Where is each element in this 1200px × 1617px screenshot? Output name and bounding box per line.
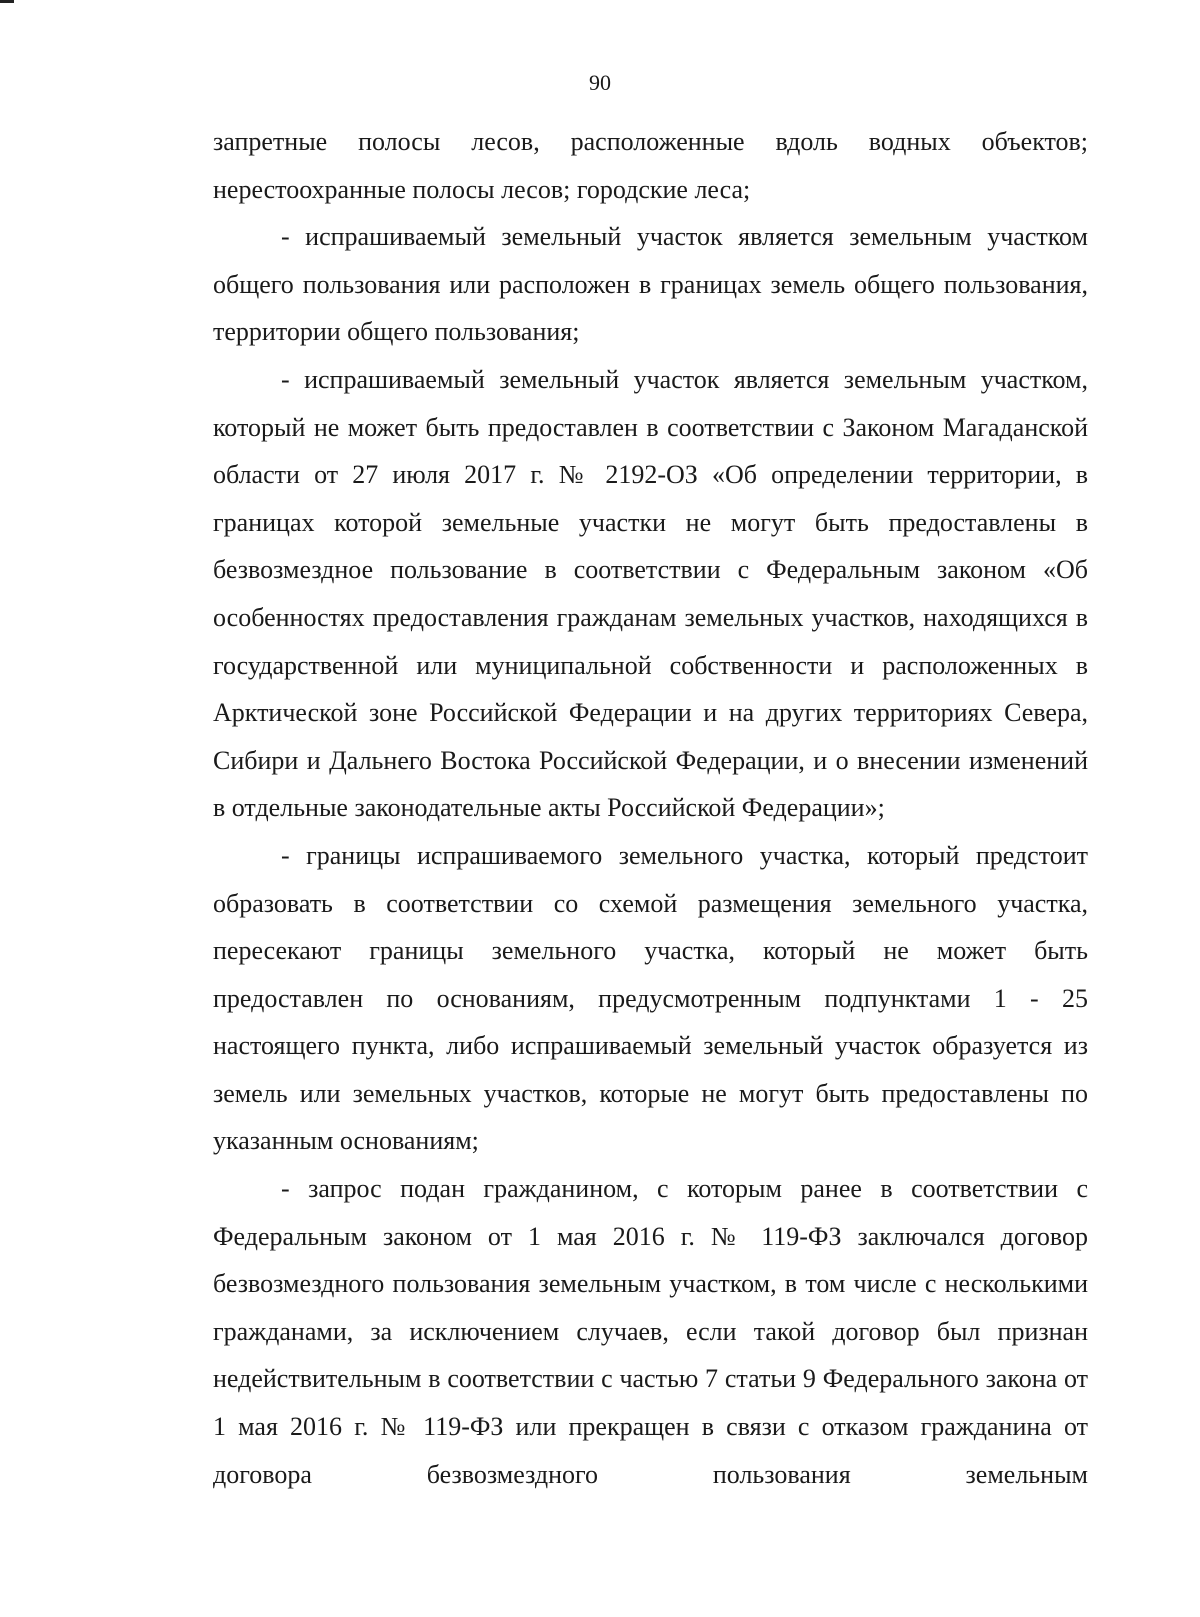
paragraph-2: - испрашиваемый земельный участок является земельным участком общего пользования или расположен в границах земель общего пользования, территории общего пользования; xyxy=(213,222,1088,347)
scan-corner-mark xyxy=(0,0,14,3)
paragraph-3: - испрашиваемый земельный участок является земельным участком, который не может быть предоставлен в соответствии с Законом Магаданской области от 27 июля 2017 г. № 2192-ОЗ «Об определении территории, в границах которой земельные участки не могут быть предоставлены в безвозмездное пользование в соответствии с Федеральным законом «Об особенностях предоставления гражданам земельных участков, находящихся в государственной или муниципальной собственности и расположенных в Арктической зоне Российской Федерации и на других территориях Севера, Сибири и Дальнего Востока Российской Федерации, и о внесении изменений в отдельные законодательные акты Российской Федерации»; xyxy=(213,364,1088,823)
page-number: 90 xyxy=(589,70,611,95)
document-body xyxy=(213,118,1088,1498)
paragraph-1: запретные полосы лесов, расположенные вдоль водных объектов; нерестоохранные полосы лесов; городские леса; xyxy=(213,127,1088,204)
paragraph-5: - запрос подан гражданином, с которым ранее в соответствии с Федеральным законом от 1 мая 2016 г. № 119-ФЗ заключался договор безвозмездного пользования земельным участком, в том числе с несколькими гражданами, за исключением случаев, если такой договор был признан недействительным в соответствии с частью 7 статьи 9 Федерального закона от 1 мая 2016 г. № 119-ФЗ или прекращен в связи с отказом гражданина от договора безвозмездного пользования земельным xyxy=(213,1174,1088,1489)
paragraph-4: - границы испрашиваемого земельного участка, который предстоит образовать в соответствии со схемой размещения земельного участка, пересекают границы земельного участка, который не может быть предоставлен по основаниям, предусмотренным подпунктами 1 - 25 настоящего пункта, либо испрашиваемый земельный участок образуется из земель или земельных участков, которые не могут быть предоставлены по указанным основаниям; xyxy=(213,840,1088,1156)
